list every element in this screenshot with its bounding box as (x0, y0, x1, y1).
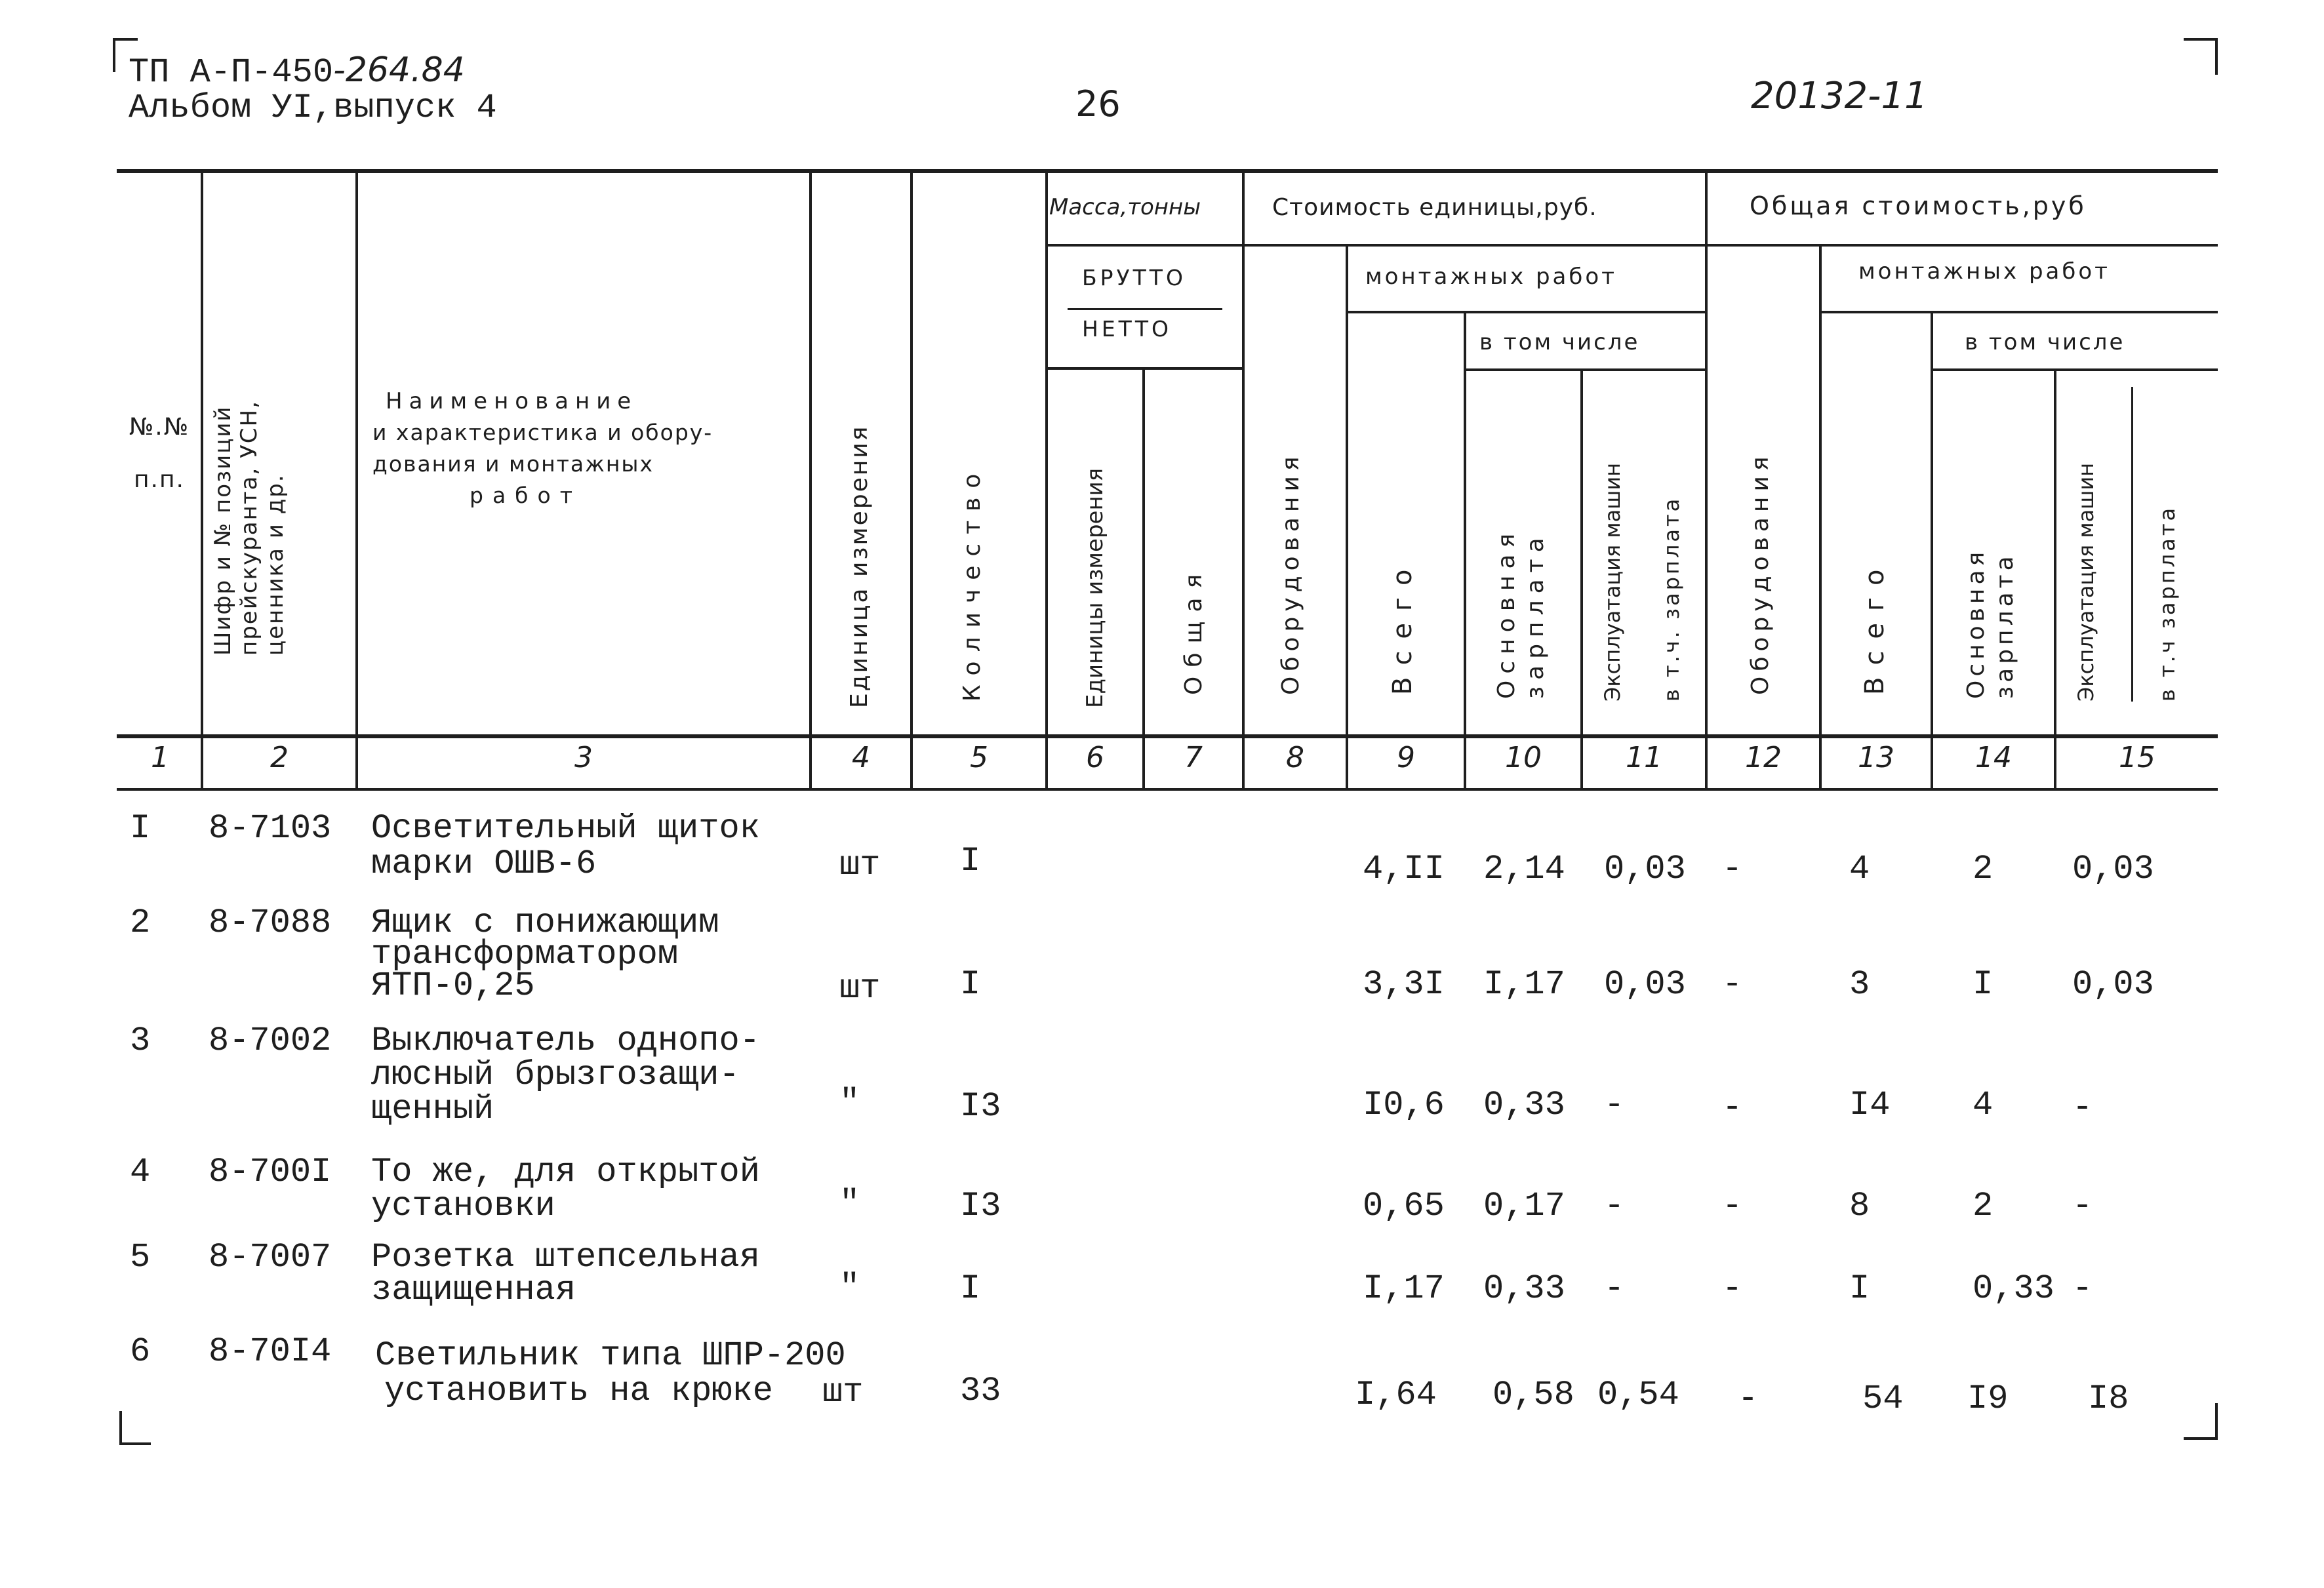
vline-8 (1346, 245, 1348, 791)
header-col14: Основная зарплата (1963, 547, 2018, 699)
row6-name-2: установить на крюке (384, 1372, 773, 1410)
row2-name-1: Ящик с понижающим (371, 903, 719, 942)
header-total-cost-group: Общая стоимость,руб (1750, 191, 2087, 220)
col-number-14: 14 (1975, 741, 2012, 774)
header-col1: №.№ п.п. (129, 414, 190, 493)
vline-9 (1464, 312, 1466, 791)
header-col7: Общая (1180, 565, 1207, 695)
corner-mark-top-right-h (2184, 38, 2218, 41)
row6-c12: - (1738, 1380, 1759, 1418)
header-col13: Всего (1860, 557, 1890, 695)
vline-4 (910, 172, 913, 791)
row5-name-1: Розетка штепсельная (371, 1238, 760, 1277)
header-col15-b: в т.ч зарплата (2155, 505, 2180, 702)
row6-unit: шт (822, 1373, 864, 1412)
row6-c9: I,64 (1355, 1376, 1437, 1414)
rule-mount-2 (1820, 311, 2218, 313)
col-number-4: 4 (852, 741, 870, 774)
corner-mark-bottom-left (119, 1411, 122, 1445)
row4-qty: I3 (960, 1187, 1001, 1225)
row3-name-1: Выключатель однопо- (371, 1022, 760, 1060)
row4-c11: - (1604, 1187, 1625, 1225)
col-number-11: 11 (1626, 741, 1662, 774)
row5-c11: - (1604, 1269, 1625, 1308)
corner-mark-bottom-left-h (119, 1442, 151, 1445)
row4-unit: " (839, 1184, 860, 1223)
row3-name-3: щенный (371, 1090, 494, 1128)
row4-code: 8-700I (209, 1153, 332, 1191)
header-incl-1: в том числе (1479, 329, 1640, 355)
header-col3-l4: работ (470, 483, 582, 508)
header-col12: Оборудования (1747, 451, 1774, 695)
row4-name-2: установки (371, 1187, 555, 1225)
col-number-15: 15 (2119, 741, 2155, 774)
col-number-6: 6 (1086, 741, 1104, 774)
header-col2: Шифр и № позиций прейскуранта, УСН, ценника и др. (210, 400, 289, 656)
col-number-10: 10 (1505, 741, 1542, 774)
rule-header-bottom (117, 734, 2218, 738)
row5-c10: 0,33 (1483, 1269, 1565, 1308)
row2-c15: 0,03 (2072, 965, 2154, 1004)
row1-qty: I (960, 842, 981, 881)
header-col11-b: в т.ч. зарплата (1659, 496, 1684, 702)
header-col5: Количество (959, 464, 986, 702)
doc-code (129, 51, 465, 92)
header-col8: Оборудования (1277, 451, 1304, 695)
corner-mark-bottom-right-h (2184, 1437, 2218, 1440)
album-label: Альбом УI,выпуск 4 (129, 89, 497, 127)
row5-unit: " (839, 1268, 860, 1307)
row6-c11: 0,54 (1597, 1376, 1679, 1414)
row2-qty: I (960, 965, 981, 1004)
doc-code-main: ТП А-П-450 (129, 53, 334, 92)
row1-code: 8-7103 (209, 809, 332, 848)
row3-unit: " (839, 1083, 860, 1122)
row5-name-2: защищенная (371, 1271, 576, 1309)
row2-c13: 3 (1849, 965, 1870, 1004)
rule-mass-group (1047, 244, 2218, 247)
row4-c10: 0,17 (1483, 1187, 1565, 1225)
vline-7 (1242, 172, 1245, 791)
row2-c11: 0,03 (1604, 965, 1686, 1004)
row5-c9: I,17 (1363, 1269, 1445, 1308)
row1-c15: 0,03 (2072, 850, 2154, 888)
row4-n: 4 (130, 1153, 151, 1191)
row2-n: 2 (130, 903, 151, 942)
row6-c10: 0,58 (1493, 1376, 1574, 1414)
rule-incl-1 (1466, 368, 1708, 371)
corner-mark-top-left-h (113, 38, 138, 41)
header-incl-2: в том числе (1965, 329, 2125, 355)
header-col9: Всего (1388, 557, 1418, 695)
vline-11 (1705, 172, 1708, 791)
corner-mark-bottom-right (2215, 1403, 2218, 1440)
row5-c13: I (1849, 1269, 1870, 1308)
rule-brutto-netto (1068, 308, 1222, 310)
header-col11-a: Эксплуатация машин (1600, 462, 1625, 702)
row6-qty: 33 (960, 1372, 1001, 1410)
row4-c12: - (1722, 1187, 1743, 1225)
row3-c12: - (1722, 1088, 1743, 1127)
row4-c9: 0,65 (1363, 1187, 1445, 1225)
header-col10: Основная зарплата (1493, 526, 1549, 699)
col-number-3: 3 (574, 741, 593, 774)
row5-qty: I (960, 1269, 981, 1308)
row1-unit: шт (839, 846, 881, 884)
vline-6 (1142, 368, 1145, 791)
row6-name-1: Светильник типа ШПР-200 (375, 1336, 846, 1375)
row5-c14: 0,33 (1973, 1269, 2054, 1308)
header-brutto: БРУТТО (1082, 265, 1186, 290)
row5-n: 5 (130, 1238, 151, 1277)
vline-15-split (2131, 387, 2133, 702)
row1-c12: - (1722, 850, 1743, 888)
row2-unit: шт (839, 969, 881, 1008)
rule-mass-sub (1047, 367, 1245, 370)
row1-c13: 4 (1849, 850, 1870, 888)
rule-numbers-bottom (117, 788, 2218, 791)
row6-n: 6 (130, 1332, 151, 1371)
rule-incl-2 (1933, 368, 2218, 371)
row3-c10: 0,33 (1483, 1086, 1565, 1124)
row4-c15: - (2072, 1187, 2093, 1225)
header-netto: НЕТТО (1082, 316, 1172, 342)
row1-c10: 2,14 (1483, 850, 1565, 888)
row3-c13: I4 (1849, 1086, 1891, 1124)
vline-1 (201, 172, 203, 791)
row3-n: 3 (130, 1022, 151, 1060)
header-unit-cost-group: Стоимость единицы,руб. (1272, 194, 1597, 221)
row3-c9: I0,6 (1363, 1086, 1445, 1124)
row2-name-3: ЯТП-0,25 (371, 966, 535, 1005)
row5-c12: - (1722, 1269, 1743, 1308)
col-number-1: 1 (151, 741, 169, 774)
row6-c14: I9 (1967, 1380, 2009, 1418)
header-col3-l1: Наименование (386, 388, 638, 414)
row2-c14: I (1973, 965, 1993, 1004)
row2-c12: - (1722, 965, 1743, 1004)
row3-name-2: люсный брызгозащи- (371, 1056, 740, 1094)
col-number-12: 12 (1745, 741, 1782, 774)
header-col15-a: Эксплуатация машин (2074, 462, 2098, 702)
row3-code: 8-7002 (209, 1022, 332, 1060)
col-number-13: 13 (1858, 741, 1894, 774)
sheet-code: 20132-11 (1751, 75, 1928, 117)
header-col3-l3: дования и монтажных (372, 451, 654, 477)
col-number-8: 8 (1286, 741, 1304, 774)
row2-name-2: трансформатором (371, 935, 679, 974)
row6-code: 8-70I4 (209, 1332, 332, 1371)
doc-code-suffix: -264.84 (333, 50, 465, 90)
row1-c9: 4,II (1363, 850, 1445, 888)
row1-name-1: Осветительный щиток (371, 809, 760, 848)
header-col3-l2: и характеристика и обору- (372, 420, 713, 445)
row2-c10: I,17 (1483, 965, 1565, 1004)
row1-c14: 2 (1973, 850, 1993, 888)
header-col6: Единицы измерения (1082, 467, 1108, 708)
row5-c15: - (2072, 1269, 2093, 1308)
header-mass-group: Масса,тонны (1049, 194, 1201, 220)
col-number-7: 7 (1184, 741, 1203, 774)
table-top-rule (117, 169, 2218, 173)
col-number-5: 5 (970, 741, 988, 774)
header-mount-2: монтажных работ (1858, 258, 2110, 285)
row4-c14: 2 (1973, 1187, 1993, 1225)
vline-14 (2054, 368, 2056, 791)
row2-c9: 3,3I (1363, 965, 1445, 1004)
vline-5 (1045, 172, 1048, 791)
row4-name-1: То же, для открытой (371, 1153, 760, 1191)
vline-3 (809, 172, 812, 791)
header-col4: Единица измерения (846, 424, 873, 708)
rule-mount-1 (1348, 311, 1708, 313)
page-number: 26 (1075, 83, 1121, 125)
col-number-2: 2 (270, 741, 289, 774)
row2-code: 8-7088 (209, 903, 332, 942)
vline-13 (1931, 312, 1933, 791)
header-mount-1: монтажных работ (1365, 264, 1617, 290)
col-number-9: 9 (1397, 741, 1415, 774)
row6-c13: 54 (1862, 1380, 1904, 1418)
row4-c13: 8 (1849, 1187, 1870, 1225)
vline-10 (1580, 368, 1583, 791)
vline-12 (1819, 245, 1822, 791)
row1-c11: 0,03 (1604, 850, 1686, 888)
row3-c15: - (2072, 1088, 2093, 1127)
vline-2 (355, 172, 358, 791)
row3-c14: 4 (1973, 1086, 1993, 1124)
row3-c11: - (1604, 1086, 1625, 1124)
corner-mark-top-right (2215, 38, 2218, 75)
row6-c15: I8 (2088, 1380, 2129, 1418)
row3-qty: I3 (960, 1087, 1001, 1126)
row1-name-2: марки ОШВ-6 (371, 844, 597, 883)
row1-n: I (130, 809, 151, 848)
row5-code: 8-7007 (209, 1238, 332, 1277)
corner-mark-top-left (113, 38, 115, 72)
